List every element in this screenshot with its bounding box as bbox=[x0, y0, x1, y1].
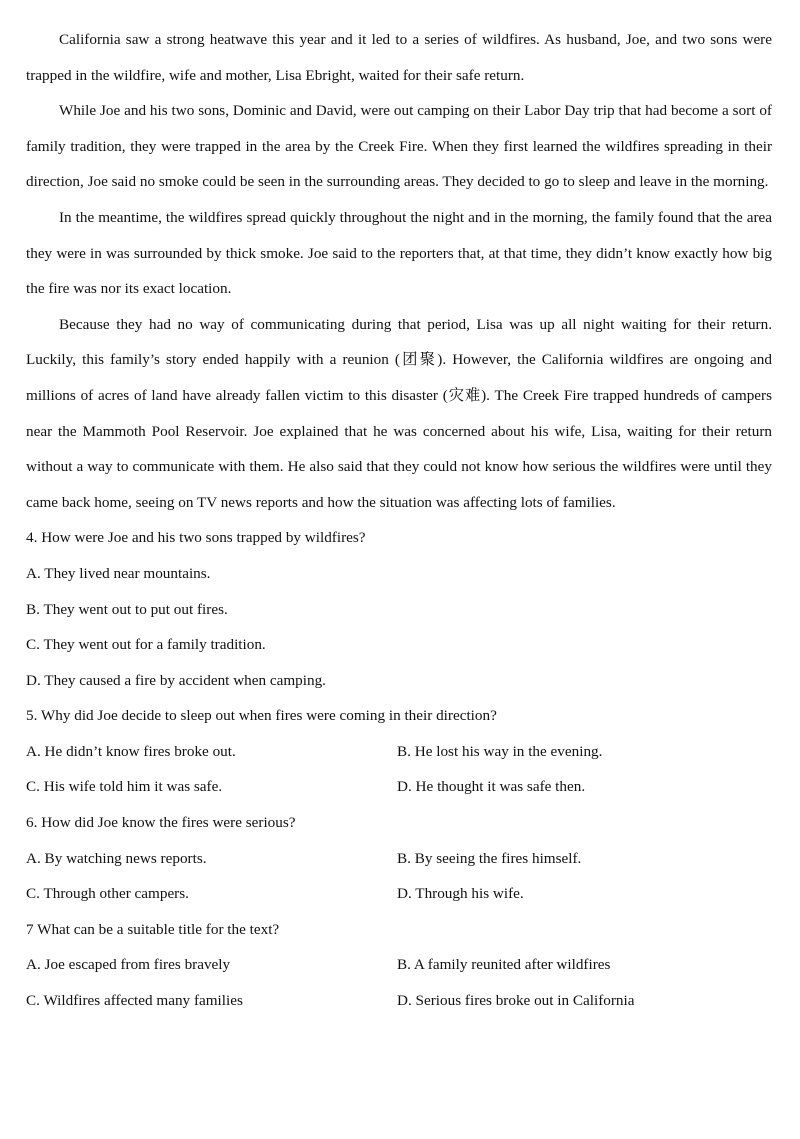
question-6-option-d: D. Through his wife. bbox=[397, 885, 524, 903]
question-4 bbox=[26, 520, 772, 698]
question-5-option-b: B. He lost his way in the evening. bbox=[397, 742, 603, 760]
question-7-option-a: A. Joe escaped from fires bravely bbox=[26, 956, 231, 974]
question-7-options-row-2 bbox=[26, 983, 772, 1019]
question-5-option-a: A. He didn’t know fires broke out. bbox=[26, 742, 236, 760]
reading-passage bbox=[26, 22, 772, 520]
question-4-option-c: C. They went out for a family tradition. bbox=[26, 636, 266, 654]
question-6-option-c: C. Through other campers. bbox=[26, 885, 189, 903]
question-7-option-d: D. Serious fires broke out in California bbox=[397, 992, 635, 1010]
passage-paragraph-2: While Joe and his two sons, Dominic and David, were out camping on their Labor Day trip that had become a sort of family tradition, they were trapped in the area by the Creek Fire. When they first learned the wildfires spreading in their direction, Joe said no smoke could be seen in the surrounding areas. They decided to go to sleep and leave in the morning. bbox=[26, 102, 772, 191]
question-6-option-b: B. By seeing the fires himself. bbox=[397, 849, 582, 867]
question-4-option-b: B. They went out to put out fires. bbox=[26, 600, 228, 618]
question-7-option-c: C. Wildfires affected many families bbox=[26, 992, 243, 1010]
question-5-options-row-1 bbox=[26, 734, 772, 770]
passage-paragraph-1: California saw a strong heatwave this year and it led to a series of wildfires. As husband, Joe, and two sons were trapped in the wildfire, wife and mother, Lisa Ebright, waited for their safe return. bbox=[26, 31, 772, 84]
question-5-option-c: C. His wife told him it was safe. bbox=[26, 778, 223, 796]
question-7-options-row-1 bbox=[26, 947, 772, 983]
question-5 bbox=[26, 698, 772, 805]
question-4-stem: 4. How were Joe and his two sons trapped by wildfires? bbox=[26, 529, 366, 547]
question-6 bbox=[26, 805, 772, 912]
question-4-option-a: A. They lived near mountains. bbox=[26, 564, 211, 582]
question-6-stem: 6. How did Joe know the fires were serious? bbox=[26, 814, 296, 832]
question-7-stem: 7 What can be a suitable title for the text? bbox=[26, 920, 280, 938]
question-5-options-row-2 bbox=[26, 769, 772, 805]
question-7-option-b: B. A family reunited after wildfires bbox=[397, 956, 611, 974]
passage-paragraph-4: Because they had no way of communicating during that period, Lisa was up all night waiting for their return. Luckily, this family’s story ended happily with a reunion (团聚). However, the California wildfires are ongoing and millions of acres of land have already fallen victim to this disaster (灾难). The Creek Fire trapped hundreds of campers near the Mammoth Pool Reservoir. Joe explained that he was concerned about his wife, Lisa, waiting for their return without a way to communicate with them. He also said that they could not know how serious the wildfires were until they came back home, seeing on TV news reports and how the situation was affecting lots of families. bbox=[26, 315, 772, 511]
question-5-stem: 5. Why did Joe decide to sleep out when fires were coming in their direction? bbox=[26, 707, 497, 725]
document-page bbox=[26, 22, 772, 1019]
question-4-option-d: D. They caused a fire by accident when camping. bbox=[26, 671, 326, 689]
question-6-options-row-1 bbox=[26, 841, 772, 877]
question-7 bbox=[26, 912, 772, 1019]
question-6-options-row-2 bbox=[26, 876, 772, 912]
question-5-option-d: D. He thought it was safe then. bbox=[397, 778, 586, 796]
passage-paragraph-3: In the meantime, the wildfires spread quickly throughout the night and in the morning, the family found that the area they were in was surrounded by thick smoke. Joe said to the reporters that, at that time, they didn’t know exactly how big the fire was nor its exact location. bbox=[26, 208, 772, 298]
question-6-option-a: A. By watching news reports. bbox=[26, 849, 207, 867]
question-list bbox=[26, 520, 772, 1018]
